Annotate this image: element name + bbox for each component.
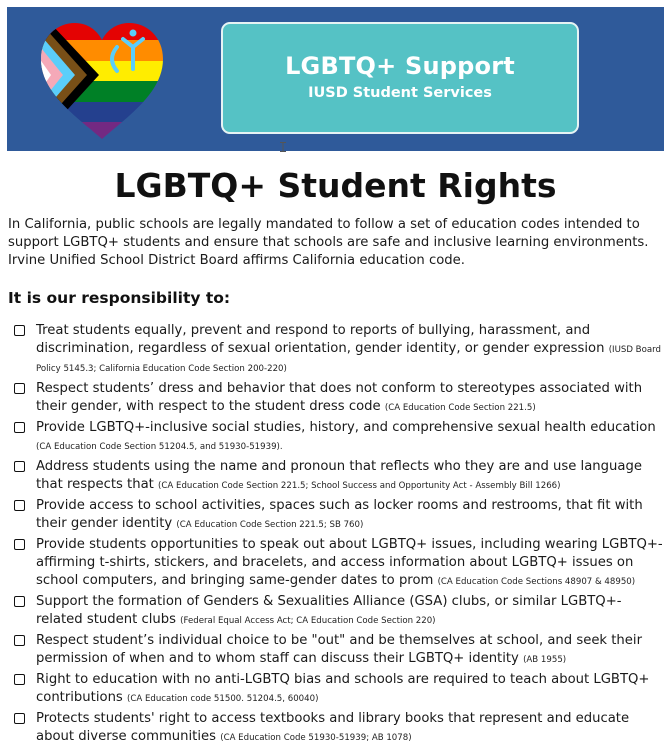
item-reference: (CA Education Code Section 221.5; School Success and Opportunity Act - Assembly Bill 1266) [158,481,561,491]
support-badge [221,22,579,134]
checklist-item [14,497,664,534]
checkbox[interactable] [14,596,25,607]
item-reference: (CA Education Code Section 221.5; SB 760) [176,520,364,530]
item-text: Support the formation of Genders & Sexualities Alliance (GSA) clubs, or similar LGBTQ+-related student clubs [36,594,622,627]
checklist-item [14,380,664,417]
item-text: Provide students opportunities to speak out about LGBTQ+ issues, including wearing LGBTQ+-affirming t-shirts, stickers, and bracelets, and access information about LGBTQ+ issues on school computers, and bringing same-gender dates to prom [36,537,663,588]
item-text: Provide LGBTQ+-inclusive social studies, history, and comprehensive sexual health education [36,420,656,435]
item-text: Right to education with no anti-LGBTQ bias and schools are required to teach about LGBTQ+ contributions [36,672,650,705]
checklist-item [14,632,664,669]
checklist-item [14,419,664,456]
header-banner [7,7,664,151]
item-text: Treat students equally, prevent and respond to reports of bullying, harassment, and discrimination, regardless of sexual orientation, gender identity, or gender expression [36,323,605,356]
item-reference: (Federal Equal Access Act; CA Education Code Section 220) [180,616,436,626]
item-reference: (IUSD Board Policy 5145.3; California Education Code Section 200-220) [36,345,661,374]
badge-subtitle: IUSD Student Services [308,85,492,101]
item-reference: (CA Education Code Section 221.5) [384,403,536,413]
checkbox[interactable] [14,325,25,336]
progress-pride-heart-icon [37,19,167,143]
item-reference: (CA Education Code 51930-51939; AB 1078) [220,733,412,743]
responsibility-heading: It is our responsibility to: [8,289,231,307]
item-reference: (AB 1955) [523,655,567,665]
checklist-item [14,322,664,378]
checkbox[interactable] [14,713,25,724]
badge-title: LGBTQ+ Support [285,52,515,80]
intro-paragraph: In California, public schools are legally mandated to follow a set of education codes intended to support LGBTQ+ students and ensure that schools are safe and inclusive learning environments. Irvine Unified School District Board affirms California education code. [8,217,649,268]
checkbox[interactable] [14,674,25,685]
checkbox[interactable] [14,635,25,646]
checkbox[interactable] [14,422,25,433]
item-reference: (CA Education Code Section 51204.5, and 51930-51939). [36,442,283,452]
checklist-item [14,710,664,747]
text-cursor-icon [280,142,286,152]
checkbox[interactable] [14,383,25,394]
item-text: Respect students’ dress and behavior that does not conform to stereotypes associated with their gender, with respect to the student dress code [36,381,643,414]
item-text: Address students using the name and pronoun that reflects who they are and use language that respects that [36,459,642,492]
item-reference: (CA Education Code Sections 48907 & 48950) [437,577,636,587]
checklist-item [14,671,664,708]
checklist-item [14,593,664,630]
item-text: Protects students' right to access textbooks and library books that represent and educate about diverse communities [36,711,630,744]
checklist-item [14,458,664,495]
item-text: Provide access to school activities, spaces such as locker rooms and restrooms, that fit with their gender identity [36,498,643,531]
checkbox[interactable] [14,500,25,511]
checkbox[interactable] [14,461,25,472]
page-title: LGBTQ+ Student Rights [114,166,557,205]
item-text: Respect student’s individual choice to be "out" and be themselves at school, and seek their permission of when and to whom staff can discuss their LGBTQ+ identity [36,633,642,666]
checkbox[interactable] [14,539,25,550]
responsibility-checklist [14,322,664,749]
checklist-item [14,536,664,591]
item-reference: (CA Education code 51500. 51204.5, 60040) [127,694,319,704]
